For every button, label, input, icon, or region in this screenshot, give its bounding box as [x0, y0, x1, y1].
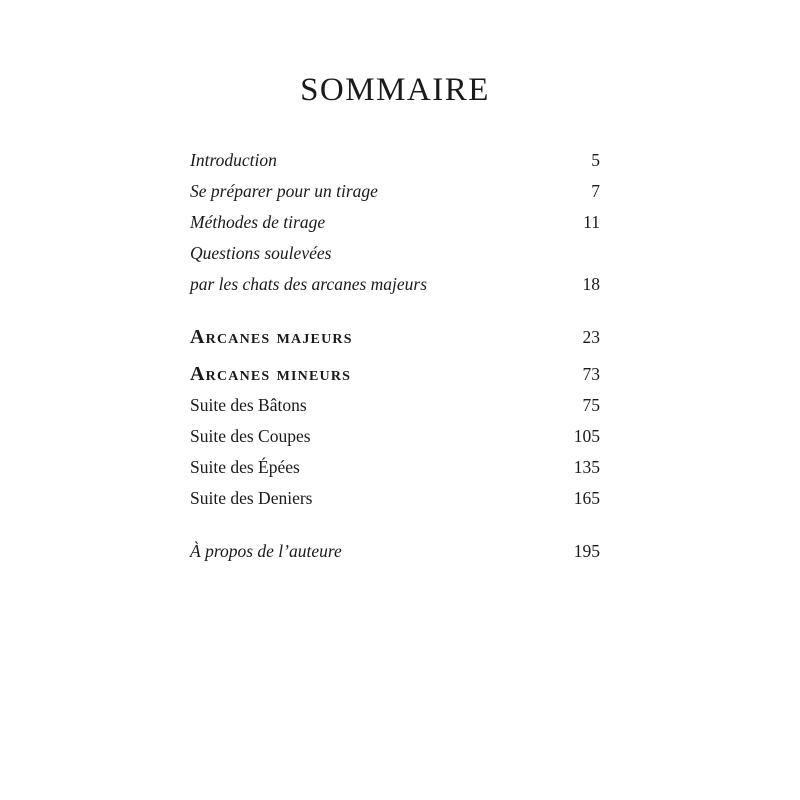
- toc-entry-questions-line1: [190, 238, 600, 269]
- toc-entry-label: Suite des Épées: [190, 457, 300, 477]
- toc-entry-page: 11: [583, 212, 600, 232]
- toc-entry-label: Méthodes de tirage: [190, 212, 326, 232]
- toc-entry-label: par les chats des arcanes majeurs: [190, 274, 428, 294]
- toc-entry-label: Suite des Deniers: [190, 488, 313, 508]
- page-title: SOMMAIRE: [300, 72, 490, 108]
- toc-entry-page: 165: [573, 488, 600, 508]
- toc-entry-page: 5: [591, 150, 600, 170]
- toc-entry-questions-line2: [190, 269, 600, 300]
- toc-section-page: 23: [582, 327, 600, 347]
- toc-entry-deniers: [190, 483, 600, 514]
- toc-section-label: Arcanes majeurs: [190, 326, 353, 348]
- table-of-contents: [190, 145, 600, 567]
- toc-entry-label: Se préparer pour un tirage: [190, 181, 378, 201]
- toc-entry-label: Suite des Bâtons: [190, 395, 307, 415]
- toc-entry-page: 7: [591, 181, 600, 201]
- toc-entry-label: À propos de l’auteure: [190, 541, 342, 561]
- toc-entry-methods: [190, 207, 600, 238]
- toc-entry-batons: [190, 390, 600, 421]
- toc-section-major-arcana: [190, 322, 600, 353]
- toc-entry-introduction: [190, 145, 600, 176]
- toc-entry-label: Suite des Coupes: [190, 426, 311, 446]
- toc-entry-label: Introduction: [190, 150, 277, 170]
- toc-section-minor-arcana: [190, 359, 600, 390]
- toc-section-page: 73: [582, 364, 600, 384]
- toc-entry-epees: [190, 452, 600, 483]
- toc-entry-page: 75: [582, 395, 600, 415]
- toc-entry-about-author: [190, 536, 600, 567]
- toc-entry-page: 105: [573, 426, 600, 446]
- toc-entry-page: 135: [573, 457, 600, 477]
- toc-entry-preparation: [190, 176, 600, 207]
- toc-entry-page: 195: [573, 541, 600, 561]
- toc-section-label: Arcanes mineurs: [190, 363, 352, 385]
- spacer: [190, 300, 600, 322]
- toc-entry-page: 18: [582, 274, 600, 294]
- spacer: [190, 514, 600, 536]
- toc-entry-label: Questions soulevées: [190, 243, 332, 263]
- toc-entry-coupes: [190, 421, 600, 452]
